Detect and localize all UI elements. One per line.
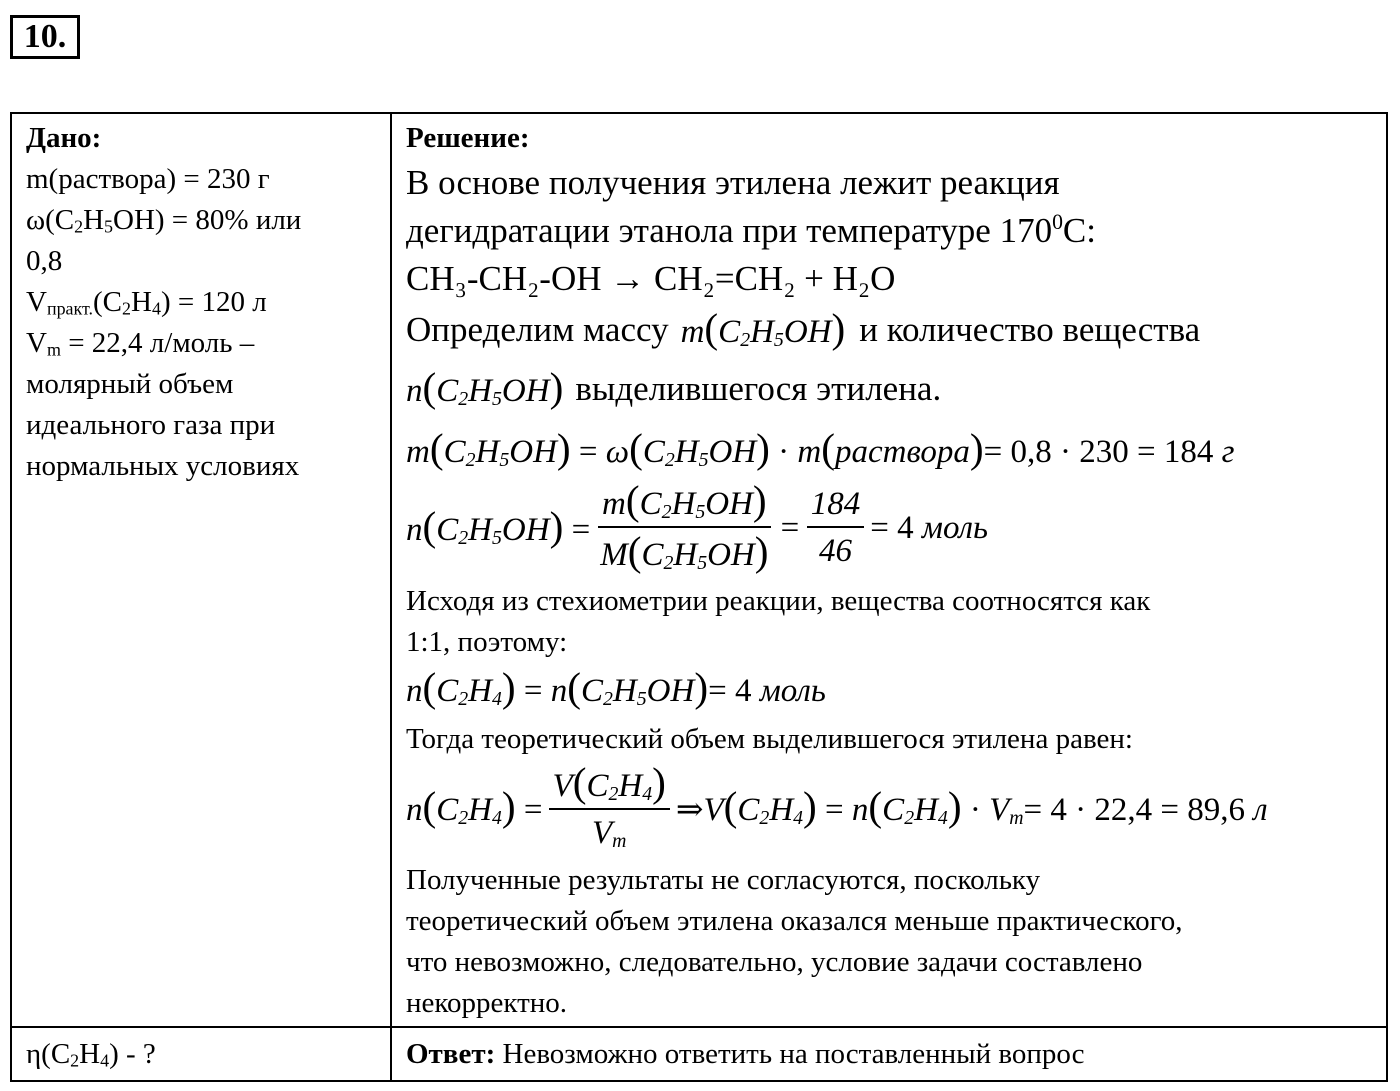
stoich-line-1: Исходя из стехиометрии реакции, вещества соотносятся как — [406, 585, 1151, 617]
mass-formula: $m(C_2H_5OH) = \omega(C_2H_5OH)$ · m(раствора)= 0,8 · 230 = 184 г — [406, 424, 1235, 471]
conclusion-line-1: Полученные результаты не согласуются, поскольку — [406, 864, 1041, 896]
conclusion-line-4: некорректно. — [406, 987, 568, 1019]
answer-text: Невозможно ответить на поставленный вопрос — [495, 1038, 1085, 1070]
then-line: Тогда теоретический объем выделившегося этилена равен: — [406, 723, 1133, 755]
given-desc-1: молярный объем — [26, 368, 234, 400]
given-omega: $\omega(C_2H_5OH) = 80\%$ или — [26, 204, 302, 237]
find-quantity: $\eta(C_2H_4)$ - ? — [26, 1038, 156, 1071]
answer-cell — [391, 1027, 1387, 1081]
intro-line-1: В основе получения этилена лежит реакция — [406, 163, 1060, 202]
determine-line-2: $n(C_2H_5OH)$ выделившегося этилена. — [406, 364, 942, 410]
stoich-line-2: 1:1, поэтому: — [406, 626, 568, 658]
conclusion-line-3: что невозможно, следовательно, условие задачи составлено — [406, 946, 1143, 978]
ethylene-moles-formula: $n(C_2H_4) = n(C_2H_5OH)= 4$ моль — [406, 663, 826, 710]
answer-label: Ответ: — [406, 1038, 496, 1070]
volume-formula: $n(C_2H_4)$ = $\frac{V(C_2H_4)}{V_m}$ $\Rightarrow V(C_2H_4) = n(C_2H_4) \cdot V_m= 4 \cdot 22,4 = 89,6$ л — [406, 759, 1268, 852]
given-heading: Дано: — [26, 122, 102, 154]
task-number: 10. — [10, 15, 80, 59]
solution-cell — [391, 113, 1387, 1027]
given-cell — [11, 113, 391, 1027]
moles-formula: $n(C_2H_5OH)$ = $\frac{m(C_2H_5OH)}{M(C_2H_5OH)}$ = $\frac{184}{46}$ = 4 моль — [406, 477, 989, 574]
reaction-equation: CH₃-CH₂-OH → CH₂=CH₂ + H₂O — [406, 259, 896, 298]
conclusion-line-2: теоретический объем этилена оказался меньше практического, — [406, 905, 1183, 937]
determine-line: Определим массу $m(C_2H_5OH)$ и количество вещества — [406, 305, 1201, 351]
given-volume: $V_{практ.}(C_2H_4) = 120$ л — [26, 286, 267, 319]
given-molar-volume: $V_m = 22,4$ л/моль – — [26, 327, 255, 360]
given-omega-value: 0,8 — [26, 245, 63, 277]
intro-line-2: дегидратации этанола при температуре $170^0C$: — [406, 209, 1096, 250]
find-cell — [11, 1027, 391, 1081]
given-desc-2: идеального газа при — [26, 409, 276, 441]
solution-heading: Решение: — [406, 122, 530, 154]
given-desc-3: нормальных условиях — [26, 450, 300, 482]
solution-table — [10, 112, 1388, 1082]
given-mass: m(раствора) = 230 г — [26, 163, 270, 195]
